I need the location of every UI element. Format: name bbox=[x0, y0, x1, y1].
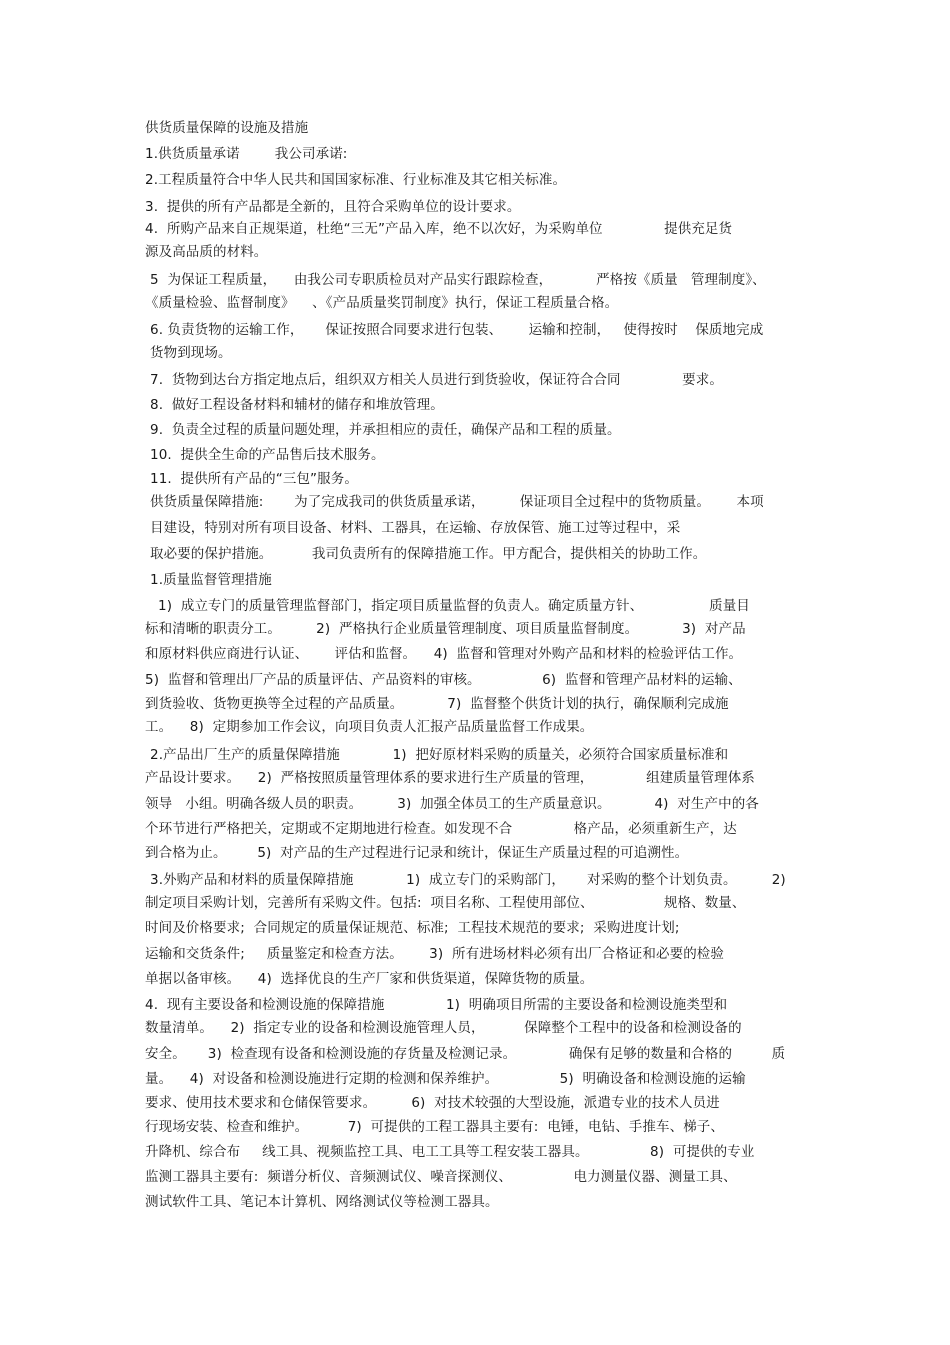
text-line: 目建设，特别对所有项目设备、材料、工器具，在运输、存放保管、施工过等过程中，采 bbox=[150, 520, 681, 536]
text-line: 制定项目采购计划，完善所有采购文件。包括: 项目名称、工程使用部位、 规格、数量、 bbox=[145, 895, 746, 911]
text-line: 9. 负责全过程的质量问题处理，并承担相应的责任，确保产品和工程的质量。 bbox=[150, 422, 621, 438]
text-line: 源及高品质的材料。 bbox=[145, 244, 268, 260]
text-line: 要求、使用技术要求和仓储保管要求。 6) 对技术较强的大型设施，派遣专业的技术人员进 bbox=[145, 1095, 720, 1111]
text-line: 个环节进行严格把关，定期或不定期地进行检查。如发现不合 格产品，必须重新生产，达 bbox=[145, 821, 737, 837]
text-line: 3. 提供的所有产品都是全新的，且符合采购单位的设计要求。 bbox=[145, 199, 521, 215]
text-line: 到合格为止。 5) 对产品的生产过程进行记录和统计，保证生产质量过程的可追溯性。 bbox=[145, 845, 689, 861]
text-line: 10. 提供全生命的产品售后技术服务。 bbox=[150, 447, 385, 463]
text-line: 取必要的保护措施。 我司负责所有的保障措施工作。甲方配合，提供相关的协助工作。 bbox=[150, 546, 707, 562]
text-line: 量。 4) 对设备和检测设施进行定期的检测和保养维护。 5) 明确设备和检测设施的运输 bbox=[145, 1071, 746, 1087]
section-heading: 4. 现有主要设备和检测设施的保障措施 1) 明确项目所需的主要设备和检测设施类型和 bbox=[145, 997, 728, 1013]
text-line: 6. 负责货物的运输工作， 保证按照合同要求进行包装、 运输和控制， 使得按时 保质地完成 bbox=[150, 322, 764, 338]
text-line: 产品设计要求。 2) 严格按照质量管理体系的要求进行生产质量的管理， 组建质量管理体系 bbox=[145, 770, 755, 786]
text-line: 运输和交货条件; 质量鉴定和检查方法。 3) 所有进场材料必须有出厂合格证和必要的检验 bbox=[145, 946, 724, 962]
text-line: 货物到现场。 bbox=[150, 345, 232, 361]
text-line: 2.工程质量符合中华人民共和国国家标准、行业标准及其它相关标准。 bbox=[145, 172, 567, 188]
section-heading: 2.产品出厂生产的质量保障措施 1) 把好原材料采购的质量关，必须符合国家质量标准和 bbox=[150, 747, 729, 763]
text-line: 行现场安装、检查和维护。 7) 可提供的工程工器具主要有: 电锤，电钻、手推车、梯子、 bbox=[145, 1119, 724, 1135]
text-line: 1) 成立专门的质量管理监督部门，指定项目质量监督的负责人。确定质量方针、 质量目 bbox=[158, 598, 750, 614]
text-line: 5 为保证工程质量， 由我公司专职质检员对产品实行跟踪检查， 严格按《质量 管理制度》、 bbox=[150, 272, 766, 288]
text-line: 8. 做好工程设备材料和辅材的储存和堆放管理。 bbox=[150, 397, 444, 413]
text-line: 安全。 3) 检查现有设备和检测设施的存货量及检测记录。 确保有足够的数量和合格的 质 bbox=[145, 1046, 786, 1062]
text-line: 监测工器具主要有: 频谱分析仪、音频测试仪、噪音探测仪、 电力测量仪器、测量工具、 bbox=[145, 1169, 737, 1185]
text-line: 领导 小组。明确各级人员的职责。 3) 加强全体员工的生产质量意识。 4) 对生产中的各 bbox=[145, 796, 759, 812]
section-heading: 3.外购产品和材料的质量保障措施 1) 成立专门的采购部门， 对采购的整个计划负责。 2) bbox=[150, 872, 786, 888]
text-line: 5) 监督和管理出厂产品的质量评估、产品资料的审核。 6) 监督和管理产品材料的运输、 bbox=[145, 672, 742, 688]
text-line: 升降机、综合布 线工具、视频监控工具、电工工具等工程安装工器具。 8) 可提供的专业 bbox=[145, 1144, 755, 1160]
text-line: 数量清单。 2) 指定专业的设备和检测设施管理人员， 保障整个工程中的设备和检测设备的 bbox=[145, 1020, 742, 1036]
text-line: 1.供货质量承诺 我公司承诺: bbox=[145, 146, 348, 162]
text-line: 11. 提供所有产品的“三包”服务。 bbox=[150, 471, 358, 487]
section-heading: 1.质量监督管理措施 bbox=[150, 572, 272, 588]
text-line: 测试软件工具、笔记本计算机、网络测试仪等检测工器具。 bbox=[145, 1194, 499, 1210]
text-line: 单据以备审核。 4) 选择优良的生产厂家和供货渠道，保障货物的质量。 bbox=[145, 971, 594, 987]
text-line: 到货验收、货物更换等全过程的产品质量。 7) 监督整个供货计划的执行，确保顺利完成施 bbox=[145, 696, 729, 712]
text-line: 和原材料供应商进行认证、 评估和监督。 4) 监督和管理对外购产品和材料的检验评估工作。 bbox=[145, 646, 743, 662]
text-line: 标和清晰的职责分工。 2) 严格执行企业质量管理制度、项目质量监督制度。 3) 对产品 bbox=[145, 621, 746, 637]
text-line: 7. 货物到达台方指定地点后，组织双方相关人员进行到货验收，保证符合合同 要求。 bbox=[150, 372, 723, 388]
text-line: 《质量检验、监督制度》 、《产品质量奖罚制度》执行，保证工程质量合格。 bbox=[145, 295, 619, 311]
text-line: 供货质量保障措施: 为了完成我司的供货质量承诺， 保证项目全过程中的货物质量。 本项 bbox=[150, 494, 764, 510]
text-line: 4. 所购产品来自正规渠道，杜绝“三无”产品入库，绝不以次好，为采购单位 提供充足货 bbox=[145, 221, 733, 237]
text-line: 时间及价格要求; 合同规定的质量保证规范、标准; 工程技术规范的要求; 采购进度计划; bbox=[145, 920, 680, 936]
text-line: 工。 8) 定期参加工作会议，向项目负责人汇报产品质量监督工作成果。 bbox=[145, 719, 594, 735]
document-title: 供货质量保障的设施及措施 bbox=[145, 120, 309, 136]
